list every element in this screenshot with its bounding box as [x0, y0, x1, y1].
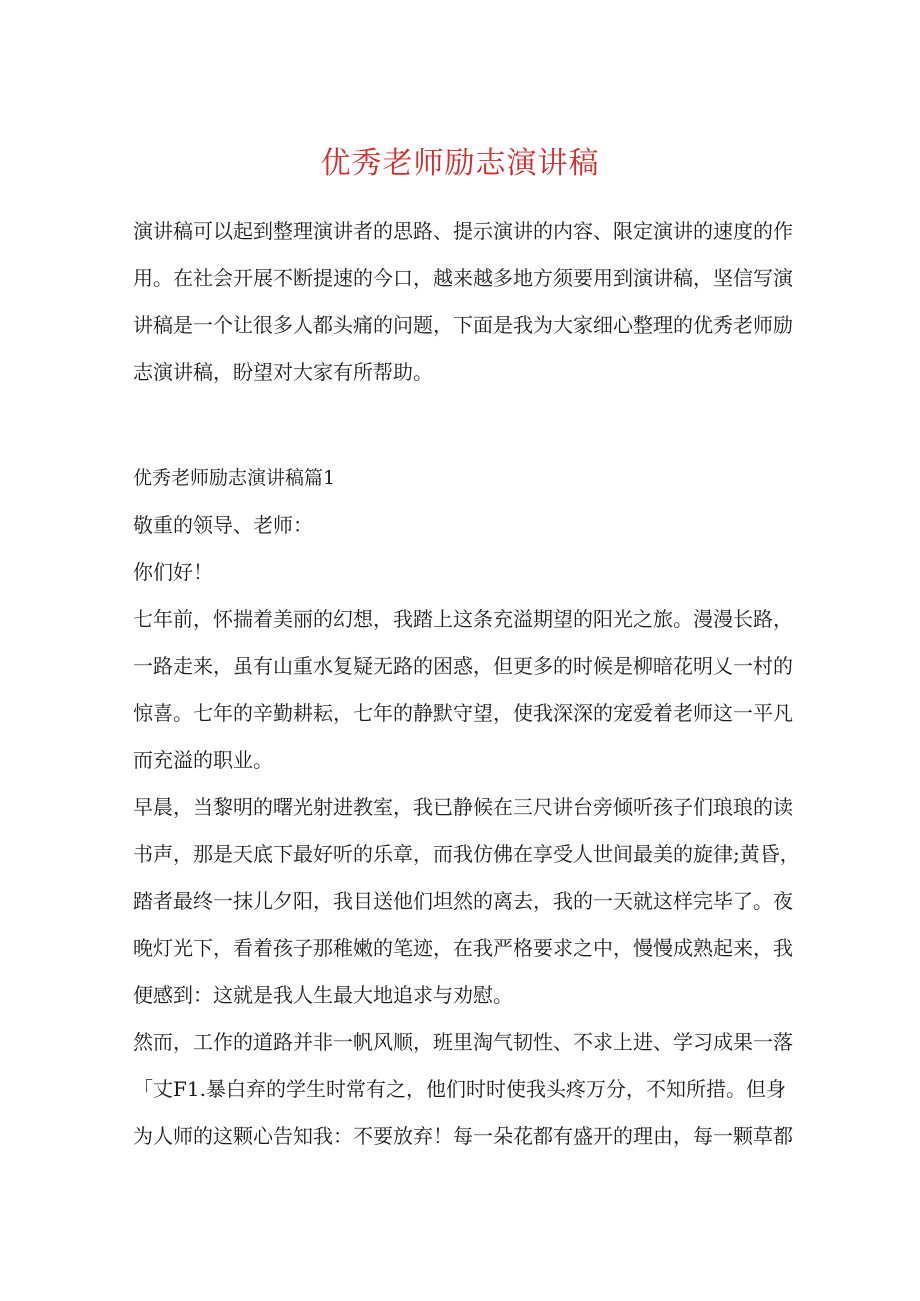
section-title: 优秀老师励志演讲稿篇1: [133, 467, 336, 489]
paragraph-line: 早晨，当黎明的曙光射进教室，我已静候在三尺讲台旁倾听孩子们琅琅的读: [133, 795, 793, 819]
intro-line: 用。在社会开展不断提速的今口，越来越多地方须要用到演讲稿，坚信写演: [133, 266, 793, 290]
paragraph-line: 「丈F1.暴白弃的学生时常有之，他们时时使我头疼万分，不知所措。但身: [133, 1077, 786, 1101]
salutation-line: 敬重的领导、老师：: [133, 513, 313, 537]
paragraph-line: 而充溢的职业。: [133, 748, 273, 772]
body-paragraph-1: [133, 596, 793, 784]
intro-line: 讲稿是一个让很多人都头痛的问题，下面是我为大家细心整理的优秀老师励: [133, 313, 793, 337]
paragraph-line: 为人师的这颗心告知我：不要放弃！每一朵花都有盛开的理由，每一颗草都: [133, 1124, 793, 1148]
body-paragraph-3: [133, 1019, 793, 1160]
paragraph-line: 书声，那是天底下最好听的乐章，而我仿佛在享受人世间最美的旋律;黄昏，: [133, 842, 800, 866]
paragraph-line: 惊喜。七年的辛勤耕耘，七年的静默守望，使我深深的宠爱着老师这一平凡: [133, 701, 793, 725]
paragraph-line: 一路走来，虽有山重水复疑无路的困惑，但更多的时候是柳暗花明乂一村的: [133, 654, 793, 678]
paragraph-line: 七年前，怀揣着美丽的幻想，我踏上这条充溢期望的阳光之旅。漫漫长路，: [133, 607, 793, 631]
intro-line: 演讲稿可以起到整理演讲者的思路、提示演讲的内容、限定演讲的速度的作: [133, 219, 793, 243]
intro-paragraph: [133, 208, 793, 396]
document-title: 优秀老师励志演讲稿: [320, 146, 600, 181]
paragraph-line: 踏者最终一抹儿夕阳，我目送他们坦然的离去，我的一天就这样完毕了。夜: [133, 889, 793, 913]
paragraph-line: 便感到：这就是我人生最大地追求与劝慰。: [133, 983, 513, 1007]
greeting: [133, 549, 793, 596]
paragraph-line: 晚灯光下，看着孩子那稚嫩的笔迹，在我严格要求之中，慢慢成熟起来，我: [133, 936, 793, 960]
greeting-line: 你们好！: [133, 560, 213, 584]
intro-line: 志演讲稿，盼望对大家有所帮助。: [133, 360, 433, 384]
salutation: [133, 502, 793, 549]
body-paragraph-2: [133, 784, 800, 1019]
paragraph-line: 然而，工作的道路并非一帆风顺，班里淘气韧性、不求上进、学习成果一落: [133, 1030, 793, 1054]
